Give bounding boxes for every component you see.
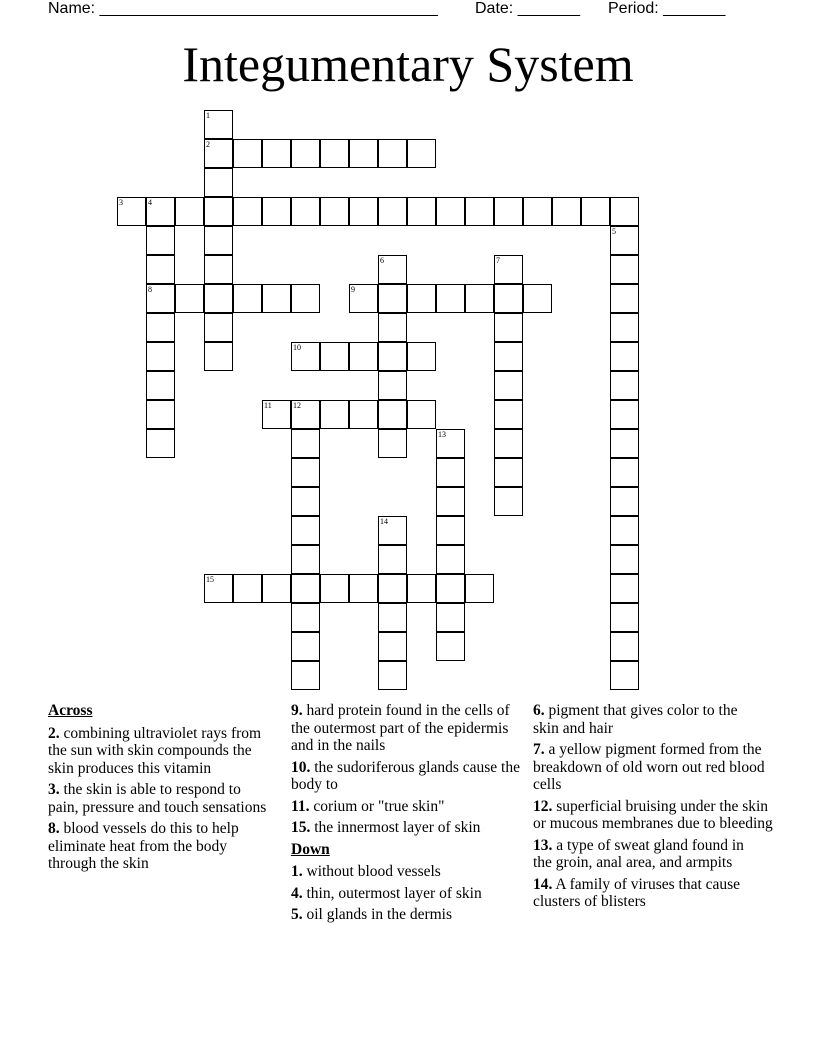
- grid-cell[interactable]: [291, 632, 320, 661]
- clue-number: 3: [119, 198, 123, 207]
- grid-cell[interactable]: [378, 632, 407, 661]
- grid-cell[interactable]: [610, 400, 639, 429]
- grid-cell[interactable]: [436, 632, 465, 661]
- grid-cell[interactable]: [610, 458, 639, 487]
- grid-cell[interactable]: [146, 400, 175, 429]
- clue-number: 4: [148, 198, 152, 207]
- grid-cell[interactable]: [378, 342, 407, 371]
- grid-cell[interactable]: [320, 400, 349, 429]
- clue-down-13: 13. a type of sweat gland found in the groin, anal area, and armpits: [533, 836, 744, 871]
- grid-cell[interactable]: [146, 429, 175, 458]
- grid-cell[interactable]: [494, 429, 523, 458]
- grid-cell[interactable]: [407, 400, 436, 429]
- grid-cell[interactable]: [610, 487, 639, 516]
- grid-cell[interactable]: [465, 574, 494, 603]
- grid-cell[interactable]: [436, 545, 465, 574]
- grid-cell[interactable]: [204, 168, 233, 197]
- grid-cell[interactable]: [436, 516, 465, 545]
- clue-down-14: 14. A family of viruses that cause clusters of blisters: [533, 875, 741, 910]
- grid-cell[interactable]: [146, 255, 175, 284]
- grid-cell[interactable]: [204, 574, 233, 603]
- grid-cell[interactable]: [523, 197, 552, 226]
- grid-cell[interactable]: [204, 342, 233, 371]
- grid-cell[interactable]: [204, 226, 233, 255]
- clue-down-6: 6. pigment that gives color to the skin and hair: [533, 702, 738, 737]
- grid-cell[interactable]: [407, 284, 436, 313]
- grid-cell[interactable]: [378, 545, 407, 574]
- grid-cell[interactable]: [291, 458, 320, 487]
- grid-cell[interactable]: [291, 284, 320, 313]
- grid-cell[interactable]: [407, 342, 436, 371]
- grid-cell[interactable]: [465, 284, 494, 313]
- clue-down-7: 7. a yellow pigment formed from the breakdown of old worn out red blood cells: [533, 741, 765, 793]
- grid-cell[interactable]: [291, 487, 320, 516]
- grid-cell[interactable]: [262, 284, 291, 313]
- grid-cell[interactable]: [349, 342, 378, 371]
- grid-cell[interactable]: [291, 342, 320, 371]
- clue-number: 5: [612, 227, 616, 236]
- grid-cell[interactable]: [552, 197, 581, 226]
- grid-cell[interactable]: [378, 255, 407, 284]
- grid-cell[interactable]: [146, 371, 175, 400]
- grid-cell[interactable]: [320, 139, 349, 168]
- grid-cell[interactable]: [610, 545, 639, 574]
- grid-cell[interactable]: [146, 197, 175, 226]
- grid-cell[interactable]: [378, 284, 407, 313]
- grid-cell[interactable]: [349, 400, 378, 429]
- grid-cell[interactable]: [436, 284, 465, 313]
- grid-cell[interactable]: [291, 400, 320, 429]
- clue-number: 8: [148, 285, 152, 294]
- grid-cell[interactable]: [378, 603, 407, 632]
- grid-cell[interactable]: [436, 574, 465, 603]
- grid-cell[interactable]: [494, 400, 523, 429]
- date-field[interactable]: Date: _______: [475, 0, 580, 17]
- grid-cell[interactable]: [610, 197, 639, 226]
- clue-number: 12: [293, 401, 301, 410]
- grid-cell[interactable]: [291, 139, 320, 168]
- grid-cell[interactable]: [349, 197, 378, 226]
- period-field[interactable]: Period: _______: [608, 0, 726, 17]
- grid-cell[interactable]: [262, 574, 291, 603]
- grid-cell[interactable]: [523, 284, 552, 313]
- grid-cell[interactable]: [146, 342, 175, 371]
- across-title: Across: [48, 702, 93, 719]
- grid-cell[interactable]: [204, 255, 233, 284]
- clue-down-4: 4. thin, outermost layer of skin: [291, 884, 482, 902]
- grid-cell[interactable]: [610, 284, 639, 313]
- clues-column-1: [48, 702, 270, 877]
- grid-cell[interactable]: [610, 516, 639, 545]
- grid-cell[interactable]: [175, 197, 204, 226]
- grid-cell[interactable]: [204, 110, 233, 139]
- clue-down-5: 5. oil glands in the dermis: [291, 906, 453, 923]
- clue-across-2: 2. combining ultraviolet rays from the sun with skin compounds the skin produces this vitamin: [48, 724, 262, 777]
- grid-cell[interactable]: [610, 574, 639, 603]
- grid-cell[interactable]: [378, 371, 407, 400]
- grid-cell[interactable]: [378, 429, 407, 458]
- clue-across-9: 9. hard protein found in the cells of the outermost part of the epidermis and in the nails: [291, 702, 510, 754]
- page-title: Integumentary System: [182, 36, 634, 92]
- clue-number: 11: [264, 401, 272, 410]
- grid-cell[interactable]: [436, 197, 465, 226]
- clues-column-3: [533, 702, 773, 915]
- grid-cell[interactable]: [146, 313, 175, 342]
- grid-cell[interactable]: [291, 603, 320, 632]
- clue-number: 15: [206, 575, 214, 584]
- grid-cell[interactable]: [291, 516, 320, 545]
- grid-cell[interactable]: [436, 487, 465, 516]
- grid-cell[interactable]: [291, 197, 320, 226]
- grid-cell[interactable]: [494, 284, 523, 313]
- clue-across-10: 10. the sudoriferous glands cause the body to: [291, 758, 520, 793]
- grid-cell[interactable]: [175, 284, 204, 313]
- grid-cell[interactable]: [204, 197, 233, 226]
- grid-cell[interactable]: [233, 284, 262, 313]
- clue-across-3: 3. the skin is able to respond to pain, pressure and touch sensations: [48, 781, 267, 816]
- grid-cell[interactable]: [349, 574, 378, 603]
- clue-number: 13: [438, 430, 446, 439]
- grid-cell[interactable]: [436, 458, 465, 487]
- grid-cell[interactable]: [146, 226, 175, 255]
- clue-across-11: 11. corium or "true skin": [291, 797, 445, 815]
- clue-number: 1: [206, 111, 210, 120]
- grid-cell[interactable]: [349, 284, 378, 313]
- grid-cell[interactable]: [494, 342, 523, 371]
- grid-cell[interactable]: [204, 139, 233, 168]
- grid-cell[interactable]: [465, 197, 494, 226]
- grid-cell[interactable]: [610, 255, 639, 284]
- grid-cell[interactable]: [320, 197, 349, 226]
- grid-cell[interactable]: [204, 313, 233, 342]
- name-field[interactable]: Name: ______________________________________: [48, 0, 438, 17]
- grid-cell[interactable]: [233, 197, 262, 226]
- grid-cell[interactable]: [262, 197, 291, 226]
- grid-cell[interactable]: [262, 400, 291, 429]
- grid-cell[interactable]: [610, 603, 639, 632]
- grid-cell[interactable]: [436, 429, 465, 458]
- grid-cell[interactable]: [610, 371, 639, 400]
- down-title: Down: [291, 840, 330, 858]
- grid-cell[interactable]: [233, 574, 262, 603]
- clue-across-8: 8. blood vessels do this to help eliminate heat from the body through the skin: [48, 820, 239, 872]
- grid-cell[interactable]: [291, 661, 320, 690]
- grid-cell[interactable]: [233, 139, 262, 168]
- grid-cell[interactable]: [581, 197, 610, 226]
- clue-down-1: 1. without blood vessels: [291, 863, 441, 880]
- grid-cell[interactable]: [262, 139, 291, 168]
- grid-cell[interactable]: [117, 197, 146, 226]
- grid-cell[interactable]: [494, 458, 523, 487]
- clue-number: 10: [293, 343, 301, 352]
- grid-cell[interactable]: [494, 197, 523, 226]
- grid-cell[interactable]: [378, 197, 407, 226]
- grid-cell[interactable]: [494, 313, 523, 342]
- grid-cell[interactable]: [407, 197, 436, 226]
- clue-number: 7: [496, 256, 500, 265]
- grid-cell[interactable]: [320, 574, 349, 603]
- grid-cell[interactable]: [610, 632, 639, 661]
- grid-cell[interactable]: [610, 661, 639, 690]
- clue-number: 9: [351, 285, 355, 294]
- grid-cell[interactable]: [378, 139, 407, 168]
- grid-cell[interactable]: [378, 400, 407, 429]
- grid-cell[interactable]: [204, 284, 233, 313]
- grid-cell[interactable]: [146, 284, 175, 313]
- grid-cell[interactable]: [494, 255, 523, 284]
- grid-cell[interactable]: [378, 574, 407, 603]
- grid-cell[interactable]: [494, 487, 523, 516]
- grid-cell[interactable]: [610, 429, 639, 458]
- grid-cell[interactable]: [494, 371, 523, 400]
- grid-cell[interactable]: [407, 574, 436, 603]
- grid-cell[interactable]: [610, 342, 639, 371]
- clue-number: 6: [380, 256, 384, 265]
- clue-number: 14: [380, 517, 388, 526]
- grid-cell[interactable]: [610, 313, 639, 342]
- clues-column-2: [291, 702, 527, 928]
- clue-number: 2: [206, 140, 210, 149]
- clue-down-12: 12. superficial bruising under the skin or mucous membranes due to bleeding: [533, 797, 773, 832]
- grid-cell[interactable]: [378, 313, 407, 342]
- grid-cell[interactable]: [349, 139, 378, 168]
- grid-cell[interactable]: [378, 661, 407, 690]
- grid-cell[interactable]: [291, 545, 320, 574]
- grid-cell[interactable]: [291, 574, 320, 603]
- grid-cell[interactable]: [291, 429, 320, 458]
- grid-cell[interactable]: [407, 139, 436, 168]
- grid-cell[interactable]: [610, 226, 639, 255]
- clue-across-15: 15. the innermost layer of skin: [291, 819, 481, 836]
- grid-cell[interactable]: [378, 516, 407, 545]
- grid-cell[interactable]: [436, 603, 465, 632]
- grid-cell[interactable]: [320, 342, 349, 371]
